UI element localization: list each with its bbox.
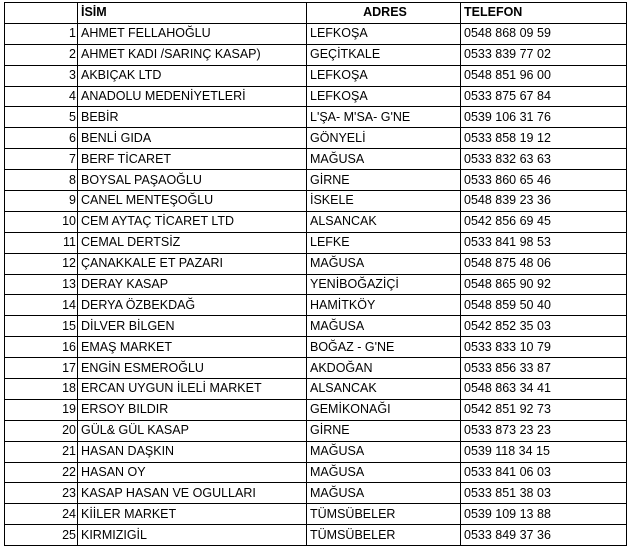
row-name: GÜL& GÜL KASAP: [78, 420, 307, 441]
row-address: İSKELE: [307, 191, 461, 212]
row-number: 1: [5, 23, 78, 44]
header-number: [5, 3, 78, 24]
row-phone: 0542 851 92 73: [461, 399, 627, 420]
table-row: [5, 44, 627, 65]
row-phone: 0533 833 10 79: [461, 337, 627, 358]
table-row: [5, 86, 627, 107]
row-name: ERSOY BILDIR: [78, 399, 307, 420]
row-name: BOYSAL PAŞAOĞLU: [78, 170, 307, 191]
table-row: [5, 316, 627, 337]
row-phone: 0548 875 48 06: [461, 253, 627, 274]
row-name: DERAY KASAP: [78, 274, 307, 295]
row-number: 24: [5, 504, 78, 525]
row-name: DİLVER BİLGEN: [78, 316, 307, 337]
row-number: 13: [5, 274, 78, 295]
row-address: AKDOĞAN: [307, 358, 461, 379]
row-name: AHMET KADI /SARINÇ KASAP): [78, 44, 307, 65]
row-address: GİRNE: [307, 420, 461, 441]
row-address: LEFKOŞA: [307, 23, 461, 44]
header-address: ADRES: [307, 3, 461, 24]
row-address: MAĞUSA: [307, 462, 461, 483]
row-address: MAĞUSA: [307, 149, 461, 170]
row-name: ERCAN UYGUN İLELİ MARKET: [78, 379, 307, 400]
row-phone: 0533 858 19 12: [461, 128, 627, 149]
row-name: ENGİN ESMEROĞLU: [78, 358, 307, 379]
row-name: BENLİ GIDA: [78, 128, 307, 149]
row-address: GEMİKONAĞI: [307, 399, 461, 420]
row-phone: 0548 865 90 92: [461, 274, 627, 295]
header-phone: TELEFON: [461, 3, 627, 24]
row-number: 6: [5, 128, 78, 149]
table-row: [5, 358, 627, 379]
row-address: ALSANCAK: [307, 379, 461, 400]
row-name: AKBIÇAK LTD: [78, 65, 307, 86]
table-row: [5, 211, 627, 232]
row-address: HAMİTKÖY: [307, 295, 461, 316]
row-address: GİRNE: [307, 170, 461, 191]
table-row: [5, 232, 627, 253]
row-number: 20: [5, 420, 78, 441]
row-number: 4: [5, 86, 78, 107]
row-address: MAĞUSA: [307, 253, 461, 274]
row-address: LEFKE: [307, 232, 461, 253]
row-phone: 0533 841 06 03: [461, 462, 627, 483]
table-row: [5, 23, 627, 44]
row-name: EMAŞ MARKET: [78, 337, 307, 358]
row-name: HASAN OY: [78, 462, 307, 483]
table-row: [5, 128, 627, 149]
row-number: 3: [5, 65, 78, 86]
row-number: 12: [5, 253, 78, 274]
row-name: CEMAL DERTSİZ: [78, 232, 307, 253]
row-name: KASAP HASAN VE OGULLARI: [78, 483, 307, 504]
table-row: [5, 295, 627, 316]
row-address: TÜMSÜBELER: [307, 525, 461, 546]
row-number: 9: [5, 191, 78, 212]
row-address: LEFKOŞA: [307, 65, 461, 86]
row-number: 8: [5, 170, 78, 191]
row-phone: 0542 856 69 45: [461, 211, 627, 232]
table-row: [5, 462, 627, 483]
row-phone: 0539 106 31 76: [461, 107, 627, 128]
row-number: 5: [5, 107, 78, 128]
contacts-table: [4, 2, 627, 546]
row-name: BEBİR: [78, 107, 307, 128]
row-number: 7: [5, 149, 78, 170]
table-row: [5, 274, 627, 295]
row-phone: 0533 849 37 36: [461, 525, 627, 546]
table-row: [5, 504, 627, 525]
row-address: MAĞUSA: [307, 316, 461, 337]
row-phone: 0533 832 63 63: [461, 149, 627, 170]
row-name: ÇANAKKALE ET PAZARI: [78, 253, 307, 274]
row-address: MAĞUSA: [307, 441, 461, 462]
row-name: KİİLER MARKET: [78, 504, 307, 525]
table-row: [5, 379, 627, 400]
row-number: 10: [5, 211, 78, 232]
row-address: MAĞUSA: [307, 483, 461, 504]
row-address: ALSANCAK: [307, 211, 461, 232]
row-phone: 0548 859 50 40: [461, 295, 627, 316]
row-name: DERYA ÖZBEKDAĞ: [78, 295, 307, 316]
row-address: BOĞAZ - G'NE: [307, 337, 461, 358]
row-address: L'ŞA- M'SA- G'NE: [307, 107, 461, 128]
row-phone: 0533 851 38 03: [461, 483, 627, 504]
table-row: [5, 420, 627, 441]
row-phone: 0539 109 13 88: [461, 504, 627, 525]
spreadsheet: [4, 2, 626, 546]
table-row: [5, 483, 627, 504]
row-phone: 0539 118 34 15: [461, 441, 627, 462]
row-phone: 0548 851 96 00: [461, 65, 627, 86]
header-row: [5, 3, 627, 24]
table-row: [5, 253, 627, 274]
row-number: 2: [5, 44, 78, 65]
row-address: GÖNYELİ: [307, 128, 461, 149]
row-number: 25: [5, 525, 78, 546]
row-number: 18: [5, 379, 78, 400]
table-row: [5, 399, 627, 420]
row-phone: 0548 868 09 59: [461, 23, 627, 44]
row-number: 21: [5, 441, 78, 462]
row-phone: 0533 860 65 46: [461, 170, 627, 191]
row-number: 15: [5, 316, 78, 337]
row-address: TÜMSÜBELER: [307, 504, 461, 525]
row-phone: 0533 873 23 23: [461, 420, 627, 441]
row-number: 22: [5, 462, 78, 483]
table-row: [5, 107, 627, 128]
row-name: ANADOLU MEDENİYETLERİ: [78, 86, 307, 107]
row-name: KIRMIZIGİL: [78, 525, 307, 546]
row-name: CEM AYTAÇ TİCARET LTD: [78, 211, 307, 232]
row-phone: 0533 839 77 02: [461, 44, 627, 65]
table-row: [5, 441, 627, 462]
table-row: [5, 170, 627, 191]
row-address: LEFKOŞA: [307, 86, 461, 107]
row-phone: 0533 875 67 84: [461, 86, 627, 107]
table-row: [5, 525, 627, 546]
row-number: 16: [5, 337, 78, 358]
table-row: [5, 337, 627, 358]
row-phone: 0533 856 33 87: [461, 358, 627, 379]
table-row: [5, 191, 627, 212]
table-body: [5, 23, 627, 545]
row-name: AHMET FELLAHOĞLU: [78, 23, 307, 44]
row-phone: 0533 841 98 53: [461, 232, 627, 253]
row-name: HASAN DAŞKIN: [78, 441, 307, 462]
row-phone: 0548 863 34 41: [461, 379, 627, 400]
table-row: [5, 65, 627, 86]
header-name: İSİM: [78, 3, 307, 24]
row-address: YENİBOĞAZİÇİ: [307, 274, 461, 295]
row-phone: 0548 839 23 36: [461, 191, 627, 212]
table-row: [5, 149, 627, 170]
row-number: 14: [5, 295, 78, 316]
row-number: 11: [5, 232, 78, 253]
row-number: 17: [5, 358, 78, 379]
row-phone: 0542 852 35 03: [461, 316, 627, 337]
row-number: 23: [5, 483, 78, 504]
row-name: BERF TİCARET: [78, 149, 307, 170]
row-address: GEÇİTKALE: [307, 44, 461, 65]
row-name: CANEL MENTEŞOĞLU: [78, 191, 307, 212]
row-number: 19: [5, 399, 78, 420]
